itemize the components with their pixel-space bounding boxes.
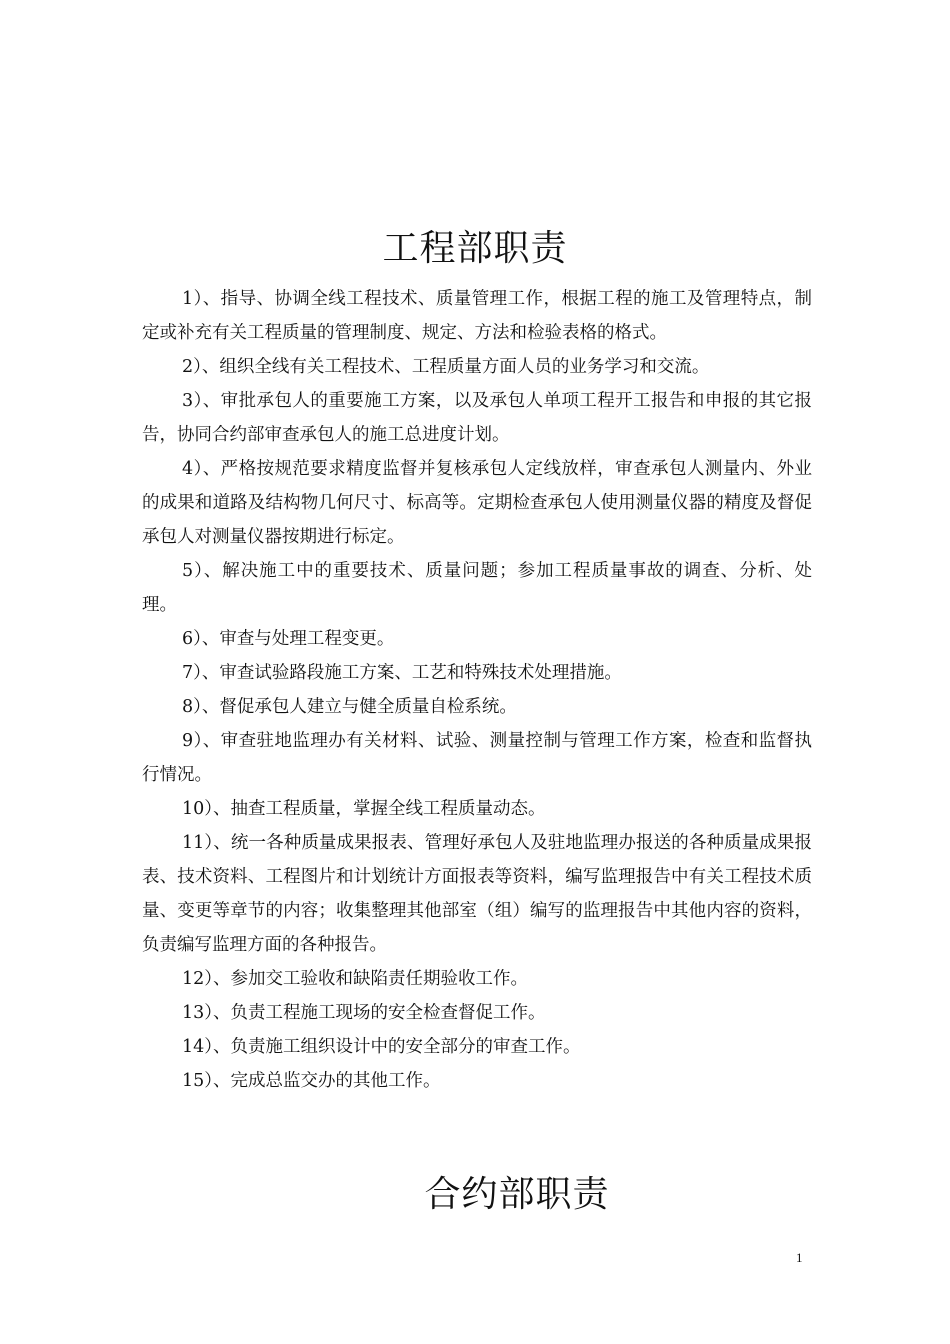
duty-item: 8）、督促承包人建立与健全质量自检系统。	[182, 697, 517, 717]
duty-item: 7）、审查试验路段施工方案、工艺和特殊技术处理措施。	[182, 663, 622, 683]
duty-item: 1）、指导、协调全线工程技术、质量管理工作，根据工程的施工及管理特点，制定或补充有关工程质量的管理制度、规定、方法和检验表格的格式。	[142, 289, 812, 343]
duty-item: 4）、严格按规范要求精度监督并复核承包人定线放样，审查承包人测量内、外业的成果和道路及结构物几何尺寸、标高等。定期检查承包人使用测量仪器的精度及督促承包人对测量仪器按期进行标定。	[142, 459, 812, 547]
duty-item: 3）、审批承包人的重要施工方案，以及承包人单项工程开工报告和申报的其它报告，协同合约部审查承包人的施工总进度计划。	[142, 391, 812, 445]
page-number: 1	[796, 1250, 803, 1265]
duty-item: 15）、完成总监交办的其他工作。	[182, 1071, 441, 1091]
duty-item: 14）、负责施工组织设计中的安全部分的审查工作。	[182, 1037, 581, 1057]
section-title-engineering: 工程部职责	[382, 228, 568, 269]
duty-item: 10）、抽查工程质量，掌握全线工程质量动态。	[182, 799, 546, 819]
duty-item: 13）、负责工程施工现场的安全检查督促工作。	[182, 1003, 546, 1023]
duty-item: 11）、统一各种质量成果报表、管理好承包人及驻地监理办报送的各种质量成果报表、技术资料、工程图片和计划统计方面报表等资料，编写监理报告中有关工程技术质量、变更等章节的内容；收集整理其他部室（组）编写的监理报告中其他内容的资料，负责编写监理方面的各种报告。	[142, 833, 812, 955]
duty-item: 6）、审查与处理工程变更。	[182, 629, 395, 649]
section-title-contract: 合约部职责	[424, 1174, 610, 1215]
duty-item: 9）、审查驻地监理办有关材料、试验、测量控制与管理工作方案，检查和监督执行情况。	[142, 731, 812, 785]
duty-item: 5）、解决施工中的重要技术、质量问题；参加工程质量事故的调查、分析、处理。	[142, 561, 812, 615]
duty-item: 12）、参加交工验收和缺陷责任期验收工作。	[182, 969, 529, 989]
duty-item: 2）、组织全线有关工程技术、工程质量方面人员的业务学习和交流。	[182, 357, 710, 377]
duty-list	[142, 282, 812, 1098]
